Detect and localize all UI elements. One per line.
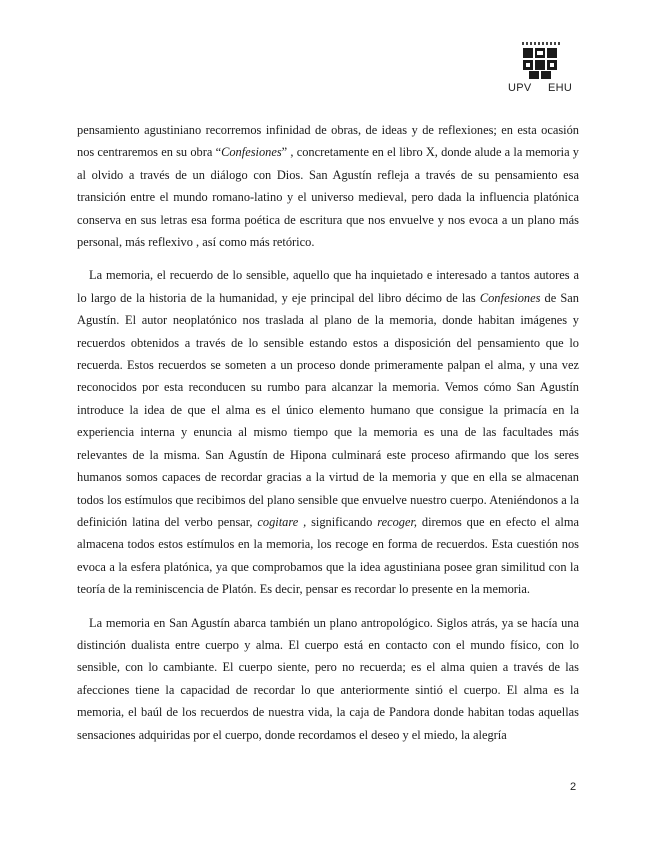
paragraph-3 [77, 612, 579, 746]
logo-right-label: EHU [548, 82, 573, 94]
italic-text: Confesiones [479, 290, 541, 305]
document-body [77, 119, 579, 746]
text-segment: pensamiento agustiniano recorremos infinidad de obras, de ideas y de reflexiones; en esta ocasión nos centraremos en su obra “ [77, 123, 579, 160]
logo-small-text-mark [522, 42, 562, 45]
paragraph-1 [77, 119, 579, 253]
text-segment: diremos que en efecto el alma almacena todos estos estímulos en la memoria, los recoge en forma de recuerdos. Esta cuestión nos evoca a la esfera platónica, ya que comprobamos que la idea agustiniana posee gran similitud con la teoría de la reminiscencia de Platón. Es decir, pensar es recordar lo presente en la memoria. [77, 514, 580, 597]
italic-text: Confesiones [221, 145, 282, 160]
text-segment: significando [306, 514, 378, 529]
text-segment: La memoria, el recuerdo de lo sensible, aquello que ha inquietado e interesado a tantos autores a lo largo de la historia de la humanidad, y eje principal del libro décimo de las [77, 268, 579, 305]
text-segment: La memoria en San Agustín abarca también un plano antropológico. Siglos atrás, ya se hacía una distinción dualista entre cuerpo y alma. El cuerpo está en contacto con el mundo físico, con lo sensible, con lo cambiante. El cuerpo siente, pero no recuerda; es el alma quien a través de las afecciones tiene la capacidad de recordar lo que anteriormente sintió el cuerpo. El alma es la memoria, el baúl de los recuerdos de nuestra vida, la caja de Pandora donde habitan todas aquellas sensaciones adquiridas por el cuerpo, donde recordamos el deseo y el miedo, la alegría [77, 615, 579, 742]
upv-ehu-emblem-icon [522, 47, 558, 79]
page-number: 2 [570, 781, 577, 793]
italic-text: cogitare , [257, 514, 307, 529]
italic-text: recoger, [377, 514, 417, 529]
text-segment: ” , concretamente en el libro X, donde alude a la memoria y al olvido a través de un diálogo con Dios. San Agustín refleja a través de su pensamiento esa transición entre el mundo romano-latino y el universo medieval, pero dada la influencia platónica conserva en sus letras esa forma poética de escritura que nos envuelve y nos evoca a un plano más personal, más reflexivo , así como más retórico. [77, 145, 580, 250]
logo-left-label: UPV [508, 82, 532, 94]
text-segment: de San Agustín. El autor neoplatónico nos traslada al plano de la memoria, donde habitan imágenes y recuerdos obtenidos a través de lo sensible estando estos a disposición del pensamiento que lo recuerda. Estos recuerdos se someten a un proceso donde primeramente palpan el alma, y una vez reconocidos por esta reconducen su rumbo para alcanzar la memoria. Vemos cómo San Agustín introduce la idea de que el alma es el único elemento humano que consigue la primacía en la experiencia interna y enuncia al mismo tiempo que la memoria es una de las facultades más relevantes de la misma. San Agustín de Hipona culminará este proceso afirmando que los seres humanos somos capaces de recordar gracias a la virtud de la memoria y que en ella se almacenan todos los estímulos que recibimos del plano sensible que envuelve nuestro cuerpo. Ateniéndonos a la definición latina del verbo pensar, [77, 290, 579, 529]
university-logo [502, 40, 578, 100]
paragraph-2 [77, 264, 579, 600]
